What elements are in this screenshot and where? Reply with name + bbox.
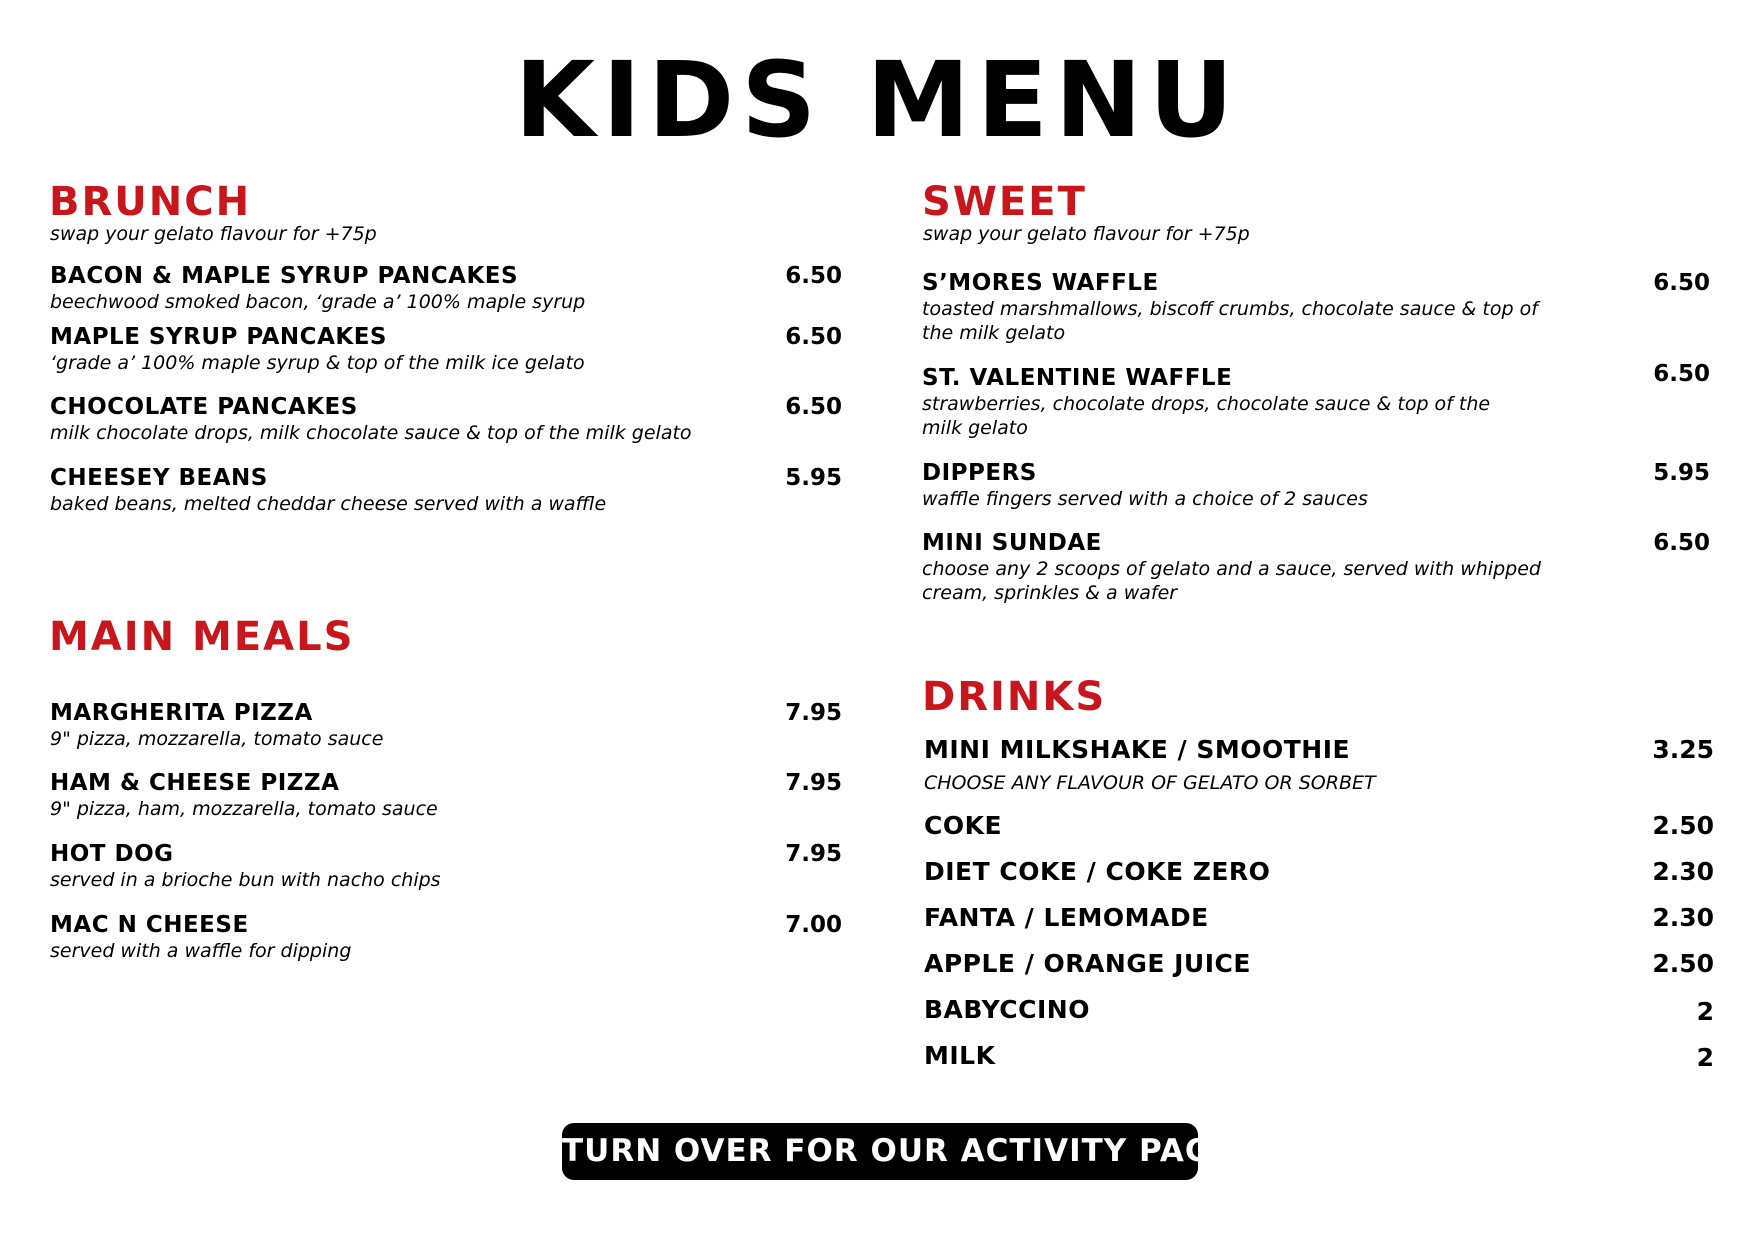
item-name: MINI SUNDAE [922, 530, 1102, 556]
item-name: S’MORES WAFFLE [922, 270, 1159, 296]
item-description: milk chocolate drops, milk chocolate sauce & top of the milk gelato [50, 422, 692, 444]
item-name: MARGHERITA PIZZA [50, 700, 313, 726]
item-price: 6.50 [1653, 270, 1710, 296]
item-price: 6.50 [1653, 361, 1710, 387]
item-description: strawberries, chocolate drops, chocolate sauce & top of the milk gelato [922, 393, 1491, 439]
sweet-note: swap your gelato flavour for +75p [923, 223, 1250, 245]
drink-note: CHOOSE ANY FLAVOUR OF GELATO OR SORBET [924, 772, 1376, 794]
main-meals-heading: MAIN MEALS [49, 614, 355, 660]
menu-item [922, 364, 1502, 440]
menu-item [922, 459, 1542, 511]
item-price: 7.00 [785, 912, 842, 938]
drink-price: 2.30 [1652, 857, 1714, 886]
item-description: ‘grade a’ 100% maple syrup & top of the milk ice gelato [50, 352, 585, 374]
item-description: 9" pizza, ham, mozzarella, tomato sauce [50, 798, 438, 820]
item-price: 7.95 [785, 700, 842, 726]
drink-price: 2 [1696, 997, 1714, 1026]
drink-name: COKE [924, 811, 1003, 840]
item-description: toasted marshmallows, biscoff crumbs, chocolate sauce & top of the milk gelato [922, 298, 1538, 344]
drink-price: 2.30 [1652, 903, 1714, 932]
menu-item [50, 769, 790, 821]
menu-item [50, 699, 790, 751]
drink-name: FANTA / LEMOMADE [924, 903, 1209, 932]
item-price: 7.95 [785, 770, 842, 796]
banner-text: TURN OVER FOR OUR ACTIVITY PAGE [562, 1133, 1234, 1169]
item-description: waffle fingers served with a choice of 2 sauces [922, 488, 1368, 510]
drink-name: BABYCCINO [924, 995, 1090, 1024]
sweet-heading: SWEET [922, 179, 1087, 225]
item-name: MAPLE SYRUP PANCAKES [50, 324, 387, 350]
drink-price: 2.50 [1652, 811, 1714, 840]
item-name: ST. VALENTINE WAFFLE [922, 365, 1233, 391]
item-name: CHOCOLATE PANCAKES [50, 394, 358, 420]
item-name: CHEESEY BEANS [50, 465, 268, 491]
brunch-heading: BRUNCH [49, 179, 252, 225]
item-price: 6.50 [785, 394, 842, 420]
item-price: 6.50 [1653, 530, 1710, 556]
item-description: served in a brioche bun with nacho chips [50, 869, 441, 891]
drink-price: 2.50 [1652, 949, 1714, 978]
item-description: baked beans, melted cheddar cheese served with a waffle [50, 493, 607, 515]
item-price: 6.50 [785, 324, 842, 350]
page-title: KIDS MENU [514, 39, 1241, 161]
activity-page-banner [562, 1123, 1234, 1180]
item-price: 7.95 [785, 841, 842, 867]
drink-name: MINI MILKSHAKE / SMOOTHIE [924, 735, 1351, 764]
item-price: 6.50 [785, 263, 842, 289]
menu-item [50, 323, 790, 375]
menu-item [50, 911, 790, 963]
item-name: MAC N CHEESE [50, 912, 249, 938]
drink-name: DIET COKE / COKE ZERO [924, 857, 1271, 886]
item-price: 5.95 [785, 465, 842, 491]
brunch-note: swap your gelato flavour for +75p [50, 223, 377, 245]
item-description: served with a waffle for dipping [50, 940, 352, 962]
menu-item [50, 262, 790, 314]
drink-name: APPLE / ORANGE JUICE [924, 949, 1251, 978]
menu-item [50, 840, 790, 892]
menu-item [922, 529, 1542, 605]
menu-item [922, 269, 1542, 345]
item-description: choose any 2 scoops of gelato and a sauce, served with whipped cream, sprinkles & a wafer [922, 558, 1541, 604]
item-name: HAM & CHEESE PIZZA [50, 770, 340, 796]
drink-price: 3.25 [1652, 735, 1714, 764]
item-description: 9" pizza, mozzarella, tomato sauce [50, 728, 384, 750]
drinks-heading: DRINKS [922, 674, 1107, 720]
menu-item [50, 464, 790, 516]
item-price: 5.95 [1653, 460, 1710, 486]
drink-price: 2 [1696, 1043, 1714, 1072]
menu-item [50, 393, 810, 445]
item-description: beechwood smoked bacon, ‘grade a’ 100% maple syrup [50, 291, 586, 313]
drink-name: MILK [924, 1041, 996, 1070]
item-name: DIPPERS [922, 460, 1037, 486]
item-name: BACON & MAPLE SYRUP PANCAKES [50, 263, 519, 289]
item-name: HOT DOG [50, 841, 174, 867]
